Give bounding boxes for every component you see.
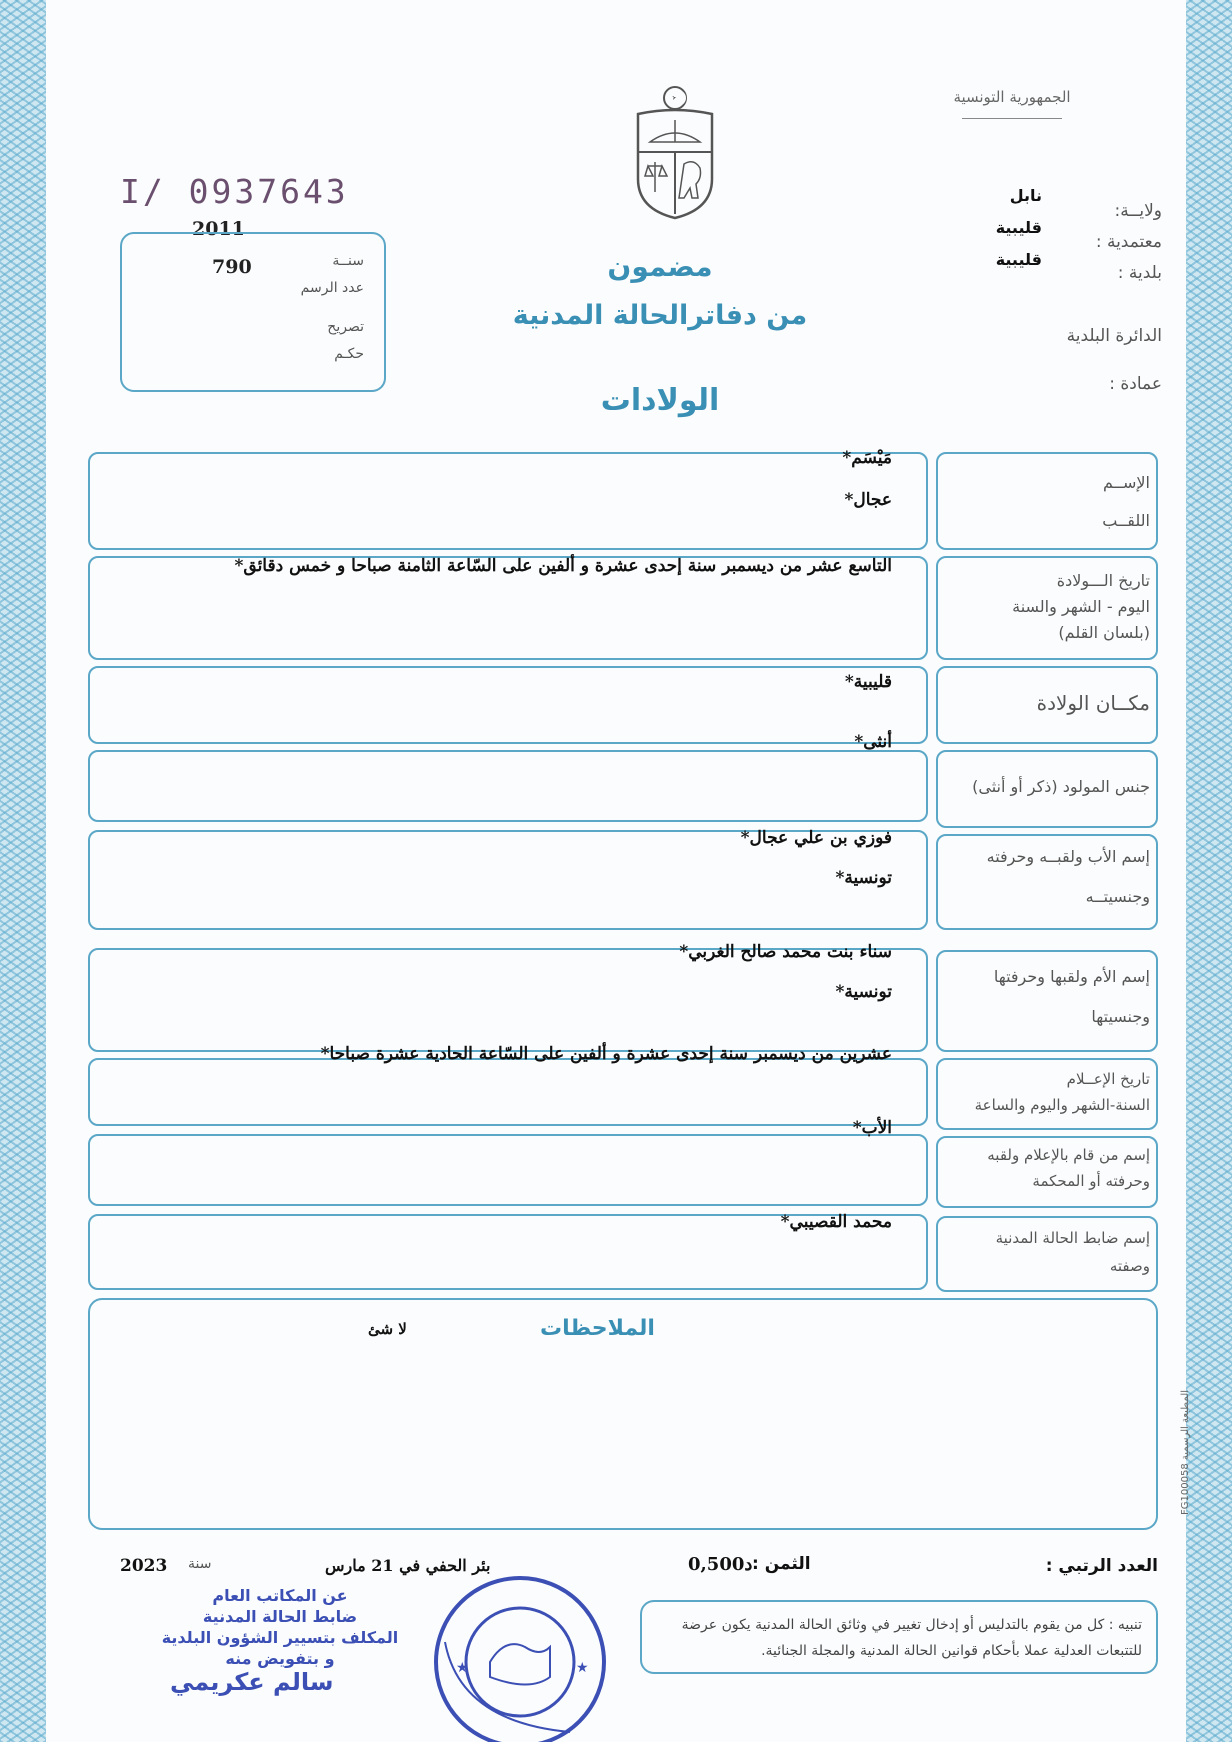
label-record-number: عدد الرسم (300, 280, 364, 296)
registration-info-box (120, 232, 386, 392)
label-birth-date-title: تاريخ الـــولادة (1056, 571, 1150, 590)
label-year: سنــة (332, 253, 364, 269)
record-number-value: 790 (212, 256, 252, 278)
remarks-value: لا شئ (368, 1320, 407, 1338)
municipal-circle-label: الدائرة البلدية (1066, 326, 1162, 346)
value-declarant: الأب* (852, 1118, 892, 1138)
label-birth-place: مكــان الولادة (1036, 691, 1150, 715)
value-municipality: قليبية (995, 250, 1042, 269)
municipal-seal-icon (430, 1572, 610, 1742)
warning-box (640, 1600, 1158, 1674)
value-mother-nationality: تونسية* (835, 982, 892, 1002)
label-declaration: تصريح (327, 319, 364, 335)
admin-values (962, 180, 1042, 276)
svg-text:★: ★ (576, 1660, 589, 1676)
value-birth-place: قليبية* (844, 672, 892, 692)
label-governorate: ولايــة: (1114, 201, 1162, 221)
header-divider (962, 118, 1062, 119)
value-box-mother (88, 948, 928, 1052)
serial-order-label: العدد الرتبي : (1045, 1556, 1158, 1576)
label-declarant-name: إسم من قام بالإعلام ولقبه (987, 1146, 1150, 1164)
label-name-surname (950, 468, 1150, 536)
label-father-name: إسم الأب ولقبــه وحرفته (986, 847, 1150, 866)
label-birth-date-words: (بلسان القلم) (1058, 623, 1150, 642)
stamp-line-4: و بتفويض منه (225, 1649, 335, 1668)
label-mother-nationality: وجنسيتها (1091, 1007, 1150, 1026)
value-father-nationality: تونسية* (835, 868, 892, 888)
label-declarant-occupation: وحرفته أو المحكمة (1032, 1172, 1150, 1190)
guilloche-border-left (0, 0, 46, 1742)
value-officer: محمد القصيبي* (780, 1212, 892, 1232)
remarks-title: الملاحظات (540, 1316, 655, 1341)
label-officer (950, 1224, 1150, 1280)
label-mother-name: إسم الأم ولقبها وحرفتها (993, 967, 1150, 986)
value-first-name: مَيْسَم* (842, 448, 892, 468)
officer-stamp (140, 1585, 420, 1669)
value-box-birth-place (88, 666, 928, 744)
value-birth-date: التاسع عشر من ديسمبر سنة إحدى عشرة و ألفين على السّاعة الثامنة صباحا و خمس دقائق* (234, 556, 892, 576)
registration-info-labels (301, 248, 364, 368)
price-value: 0,500د (688, 1554, 753, 1575)
label-declarant (950, 1142, 1150, 1194)
document-subtitle: من دفاترالحالة المدنية (512, 300, 808, 331)
warning-text: تنبيه : كل من يقوم بالتدليس أو إدخال تغيير في وثائق الحالة المدنية يكون عرضة للتتبعات العدلية عملا بأحكام قوانين الحالة المدنية والمجلة الجنائية. (681, 1617, 1142, 1659)
registration-year: 2011 (192, 218, 245, 240)
label-sex: جنس المولود (ذكر أو أنثى) (972, 777, 1150, 796)
stamp-line-1: عن المكاتب العام (212, 1586, 348, 1605)
label-birth-date-format: اليوم - الشهر والسنة (1012, 597, 1150, 616)
value-box-sex (88, 750, 928, 822)
issue-year-label: سنة (188, 1556, 212, 1572)
label-surname: اللقــب (1102, 511, 1150, 530)
value-box-name (88, 452, 928, 550)
serial-number: I/ 0937643 (120, 172, 349, 211)
value-box-declarant (88, 1134, 928, 1206)
label-officer-title: وصفته (1109, 1257, 1150, 1275)
omada-label: عمادة : (1109, 374, 1162, 394)
document-title: مضمون (607, 250, 713, 283)
issue-place-date: بئر الحفي في 21 مارس (325, 1556, 491, 1575)
value-mother-name: سناء بنت محمد صالح الغربي* (679, 942, 892, 962)
label-name: الإســم (1103, 473, 1150, 492)
value-sex: أنثى* (854, 732, 892, 752)
republic-heading: الجمهورية التونسية (953, 88, 1071, 106)
value-father-name: فوزي بن علي عجال* (740, 828, 892, 848)
label-officer-name: إسم ضابط الحالة المدنية (995, 1229, 1150, 1247)
label-declaration-date-format: السنة-الشهر واليوم والساعة (974, 1096, 1150, 1114)
svg-text:★: ★ (456, 1660, 469, 1676)
label-delegation: معتمدية : (1095, 232, 1162, 252)
label-municipality: بلدية : (1117, 263, 1162, 283)
value-surname: عجال* (844, 490, 892, 510)
label-birth-date (950, 568, 1150, 646)
stamp-line-2: ضابط الحالة المدنية (202, 1607, 358, 1626)
label-father (950, 842, 1150, 912)
label-father-nationality: وجنسيتــه (1085, 887, 1150, 906)
officer-signature: سالم عكريمي (170, 1668, 334, 1696)
admin-labels (1042, 196, 1162, 289)
issue-year-value: 2023 (120, 1556, 168, 1576)
label-mother (950, 962, 1150, 1032)
label-declaration-date-title: تاريخ الإعــلام (1066, 1070, 1150, 1088)
value-delegation: قليبية (995, 218, 1042, 237)
stamp-line-3: المكلف بتسيير الشؤون البلدية (161, 1628, 399, 1647)
guilloche-border-right (1186, 0, 1232, 1742)
tunisia-coat-of-arms-icon (634, 84, 716, 220)
price-label: الثمن : (752, 1554, 811, 1574)
printer-note: المطبعة الرسمية FG100058 (1180, 1390, 1191, 1515)
label-judgment: حكـم (334, 346, 364, 362)
value-governorate: نابل (1009, 186, 1042, 205)
value-declaration-date: عشرين من ديسمبر سنة إحدى عشرة و ألفين على السّاعة الحادية عشرة صباحا* (320, 1044, 892, 1064)
label-declaration-date (950, 1066, 1150, 1118)
value-box-declaration-date (88, 1058, 928, 1126)
section-title-births: الولادات (600, 383, 720, 418)
